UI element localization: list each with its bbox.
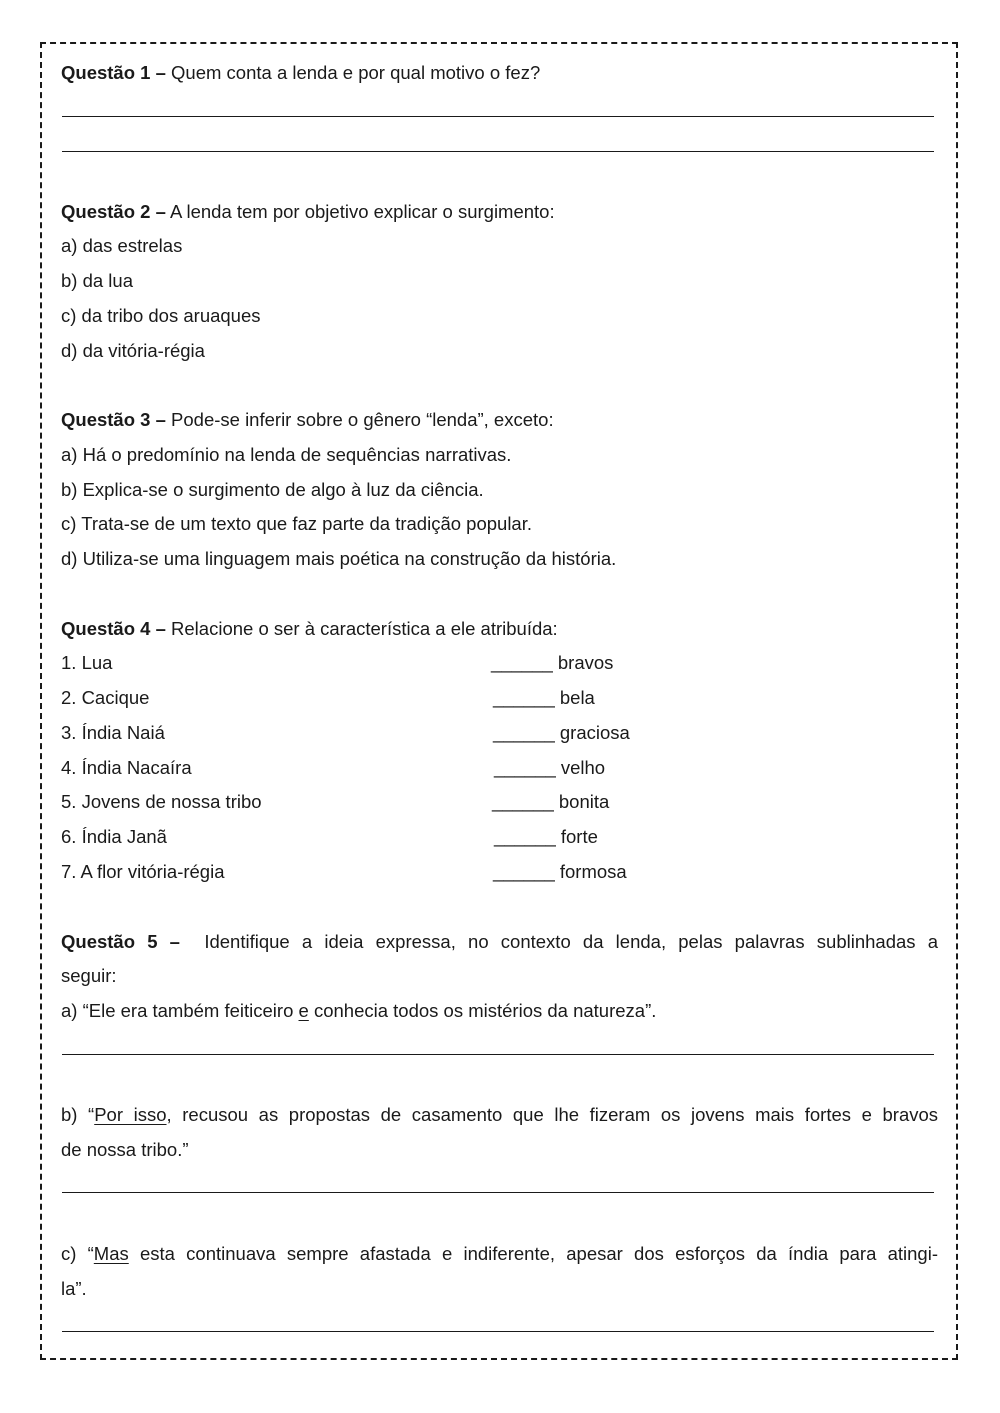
question-4-label: Questão 4 – <box>61 618 166 639</box>
question-3-option-b[interactable]: b) Explica-se o surgimento de algo à luz da ciência. <box>61 479 484 500</box>
question-4-text: Relacione o ser à característica a ele atribuída: <box>165 618 558 639</box>
match-right-item[interactable]: ______ bravos <box>491 652 614 673</box>
answer-line-q1-2[interactable] <box>62 151 934 152</box>
match-right-item[interactable]: ______ bonita <box>492 791 610 812</box>
question-5-item-c-cont: la”. <box>61 1278 87 1299</box>
question-2-option-a[interactable]: a) das estrelas <box>61 235 183 256</box>
question-2 <box>61 201 555 223</box>
item-c-suffix: esta continuava sempre afastada e indiferente, apesar dos esforços da índia para atingi- <box>128 1243 938 1264</box>
question-3-option-d[interactable]: d) Utiliza-se uma linguagem mais poética na construção da história. <box>61 548 617 569</box>
question-4 <box>61 618 558 640</box>
question-1-label: Questão 1 – <box>61 62 166 83</box>
item-b-underlined: Por isso <box>94 1104 167 1125</box>
question-5-item-b <box>61 1104 938 1126</box>
item-b-suffix: , recusou as propostas de casamento que lhe fizeram os jovens mais fortes e bravos <box>166 1104 939 1125</box>
question-3-option-a[interactable]: a) Há o predomínio na lenda de sequências narrativas. <box>61 444 512 465</box>
question-5-text: Identifique a ideia expressa, no contexto da lenda, pelas palavras sublinhadas a <box>204 931 938 952</box>
question-3-text: Pode-se inferir sobre o gênero “lenda”, exceto: <box>165 409 554 430</box>
answer-line-q5-b[interactable] <box>62 1192 934 1193</box>
question-2-label: Questão 2 – <box>61 201 166 222</box>
question-3-label: Questão 3 – <box>61 409 166 430</box>
match-left-item: 5. Jovens de nossa tribo <box>61 791 262 812</box>
question-1 <box>61 62 540 84</box>
question-2-option-d[interactable]: d) da vitória-régia <box>61 340 205 361</box>
match-right-item[interactable]: ______ forte <box>494 826 598 847</box>
question-2-option-b[interactable]: b) da lua <box>61 270 133 291</box>
question-2-option-c[interactable]: c) da tribo dos aruaques <box>61 305 261 326</box>
question-5-text-cont: seguir: <box>61 965 117 986</box>
match-right-item[interactable]: ______ formosa <box>493 861 627 882</box>
match-left-item: 3. Índia Naiá <box>61 722 165 743</box>
match-left-item: 4. Índia Nacaíra <box>61 757 192 778</box>
match-right-item[interactable]: ______ velho <box>494 757 606 778</box>
match-right-item[interactable]: ______ graciosa <box>493 722 630 743</box>
question-3-option-c[interactable]: c) Trata-se de um texto que faz parte da tradição popular. <box>61 513 532 534</box>
match-right-item[interactable]: ______ bela <box>493 687 595 708</box>
question-1-text: Quem conta a lenda e por qual motivo o fez? <box>165 62 541 83</box>
match-left-item: 2. Cacique <box>61 687 150 708</box>
question-5-label: Questão 5 – <box>61 931 180 952</box>
answer-line-q5-c[interactable] <box>62 1331 934 1332</box>
item-c-underlined: Mas <box>93 1243 129 1264</box>
question-5 <box>61 931 938 953</box>
answer-line-q5-a[interactable] <box>62 1054 934 1055</box>
question-2-text: A lenda tem por objetivo explicar o surgimento: <box>165 201 555 222</box>
question-5-item-b-cont: de nossa tribo.” <box>61 1139 189 1160</box>
answer-line-q1-1[interactable] <box>62 116 934 117</box>
match-left-item: 7. A flor vitória-régia <box>61 861 225 882</box>
question-5-item-a <box>61 1000 656 1022</box>
item-c-prefix: c) “ <box>61 1243 94 1264</box>
item-a-underlined: e <box>298 1000 309 1021</box>
item-a-prefix: a) “Ele era também feiticeiro <box>61 1000 299 1021</box>
match-left-item: 6. Índia Janã <box>61 826 167 847</box>
item-a-suffix: conhecia todos os mistérios da natureza”. <box>308 1000 657 1021</box>
match-left-item: 1. Lua <box>61 652 113 673</box>
question-5-item-c <box>61 1243 938 1265</box>
item-b-prefix: b) “ <box>61 1104 95 1125</box>
question-3 <box>61 409 554 431</box>
